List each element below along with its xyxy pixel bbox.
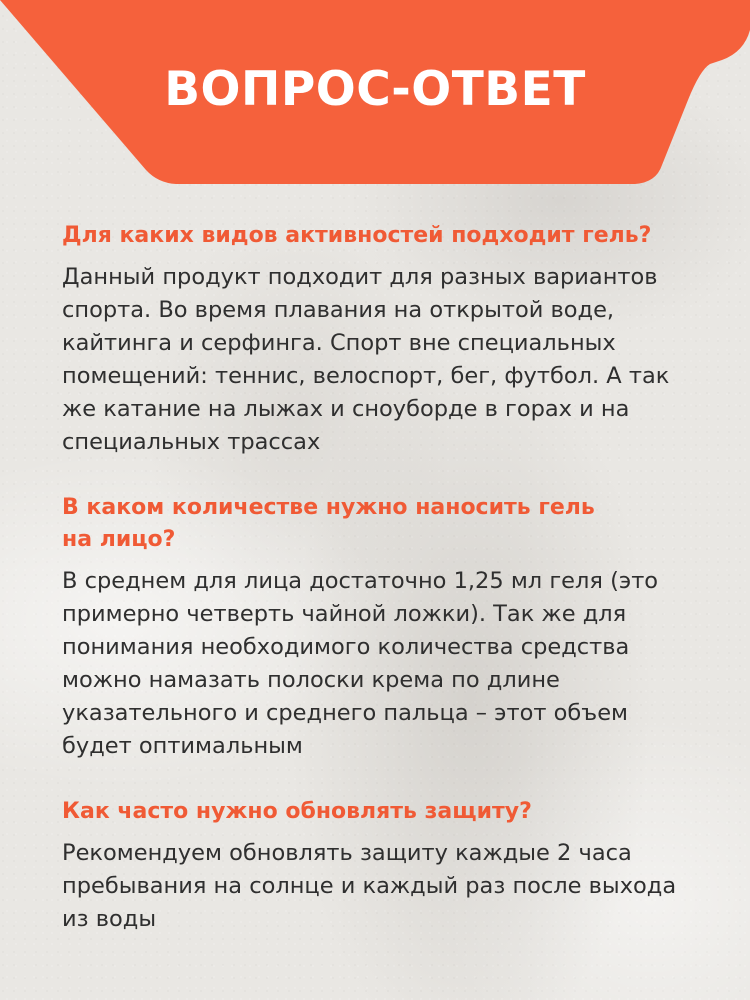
faq-answer: Данный продукт подходит для разных вариантов спорта. Во время плавания на открытой воде, кайтинга и серфинга. Спорт вне специальных помещений: теннис, велоспорт, бег, футбол. А так же катание на лыжах и сноуборде в горах и на специальных трассах (62, 264, 670, 455)
faq-item (62, 492, 712, 763)
faq-question: В каком количестве нужно наносить гель на лицо? (62, 495, 595, 552)
faq-answer: Рекомендуем обновлять защиту каждые 2 часа пребывания на солнце и каждый раз после выхода из воды (62, 840, 677, 932)
faq-question: Для каких видов активностей подходит гель? (62, 223, 652, 248)
page-title: ВОПРОС-ОТВЕТ (164, 62, 586, 117)
faq-answer: В среднем для лица достаточно 1,25 мл геля (это примерно четверть чайной ложки). Так же для понимания необходимого количества средства можно намазать полоски крема по длине указательного и среднего пальца – этот объем будет оптимальным (62, 568, 659, 759)
faq-question: Как часто нужно обновлять защиту? (62, 799, 532, 824)
faq-item (62, 220, 712, 459)
header-banner (0, 0, 750, 185)
faq-item (62, 796, 712, 936)
faq-list (62, 220, 712, 936)
